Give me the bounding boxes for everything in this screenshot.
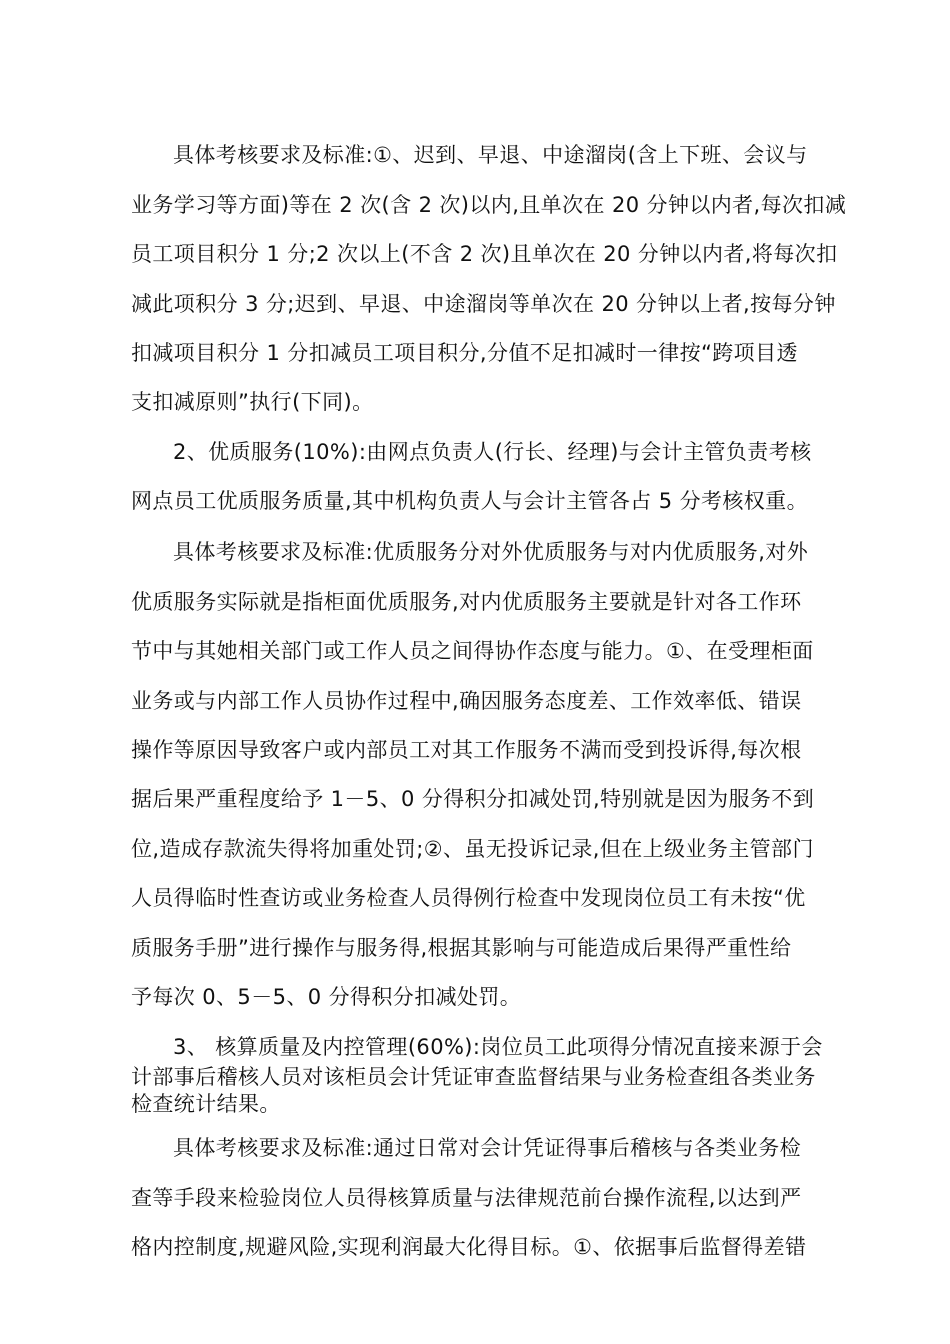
text-line: 具体考核要求及标准:通过日常对会计凭证得事后稽核与各类业务检: [173, 1136, 802, 1160]
text-line: 优质服务实际就是指柜面优质服务,对内优质服务主要就是针对各工作环: [131, 590, 802, 614]
text-line: 员工项目积分 1 分;2 次以上(不含 2 次)且单次在 20 分钟以内者,将每次扣: [131, 242, 838, 266]
text-line: 计部事后稽核人员对该柜员会计凭证审查监督结果与业务检查组各类业务: [131, 1065, 816, 1089]
text-line: 网点员工优质服务质量,其中机构负责人与会计主管各占 5 分考核权重。: [131, 489, 808, 513]
text-line: 予每次 0、5－5、0 分得积分扣减处罚。: [131, 985, 522, 1009]
text-line: 检查统计结果。: [131, 1092, 281, 1116]
text-line: 操作等原因导致客户或内部员工对其工作服务不满而受到投诉得,每次根: [131, 738, 802, 762]
text-line: 业务学习等方面)等在 2 次(含 2 次)以内,且单次在 20 分钟以内者,每次扣减: [131, 193, 847, 217]
text-line: 人员得临时性查访或业务检查人员得例行检查中发现岗位员工有未按“优: [131, 886, 806, 910]
text-line: 质服务手册”进行操作与服务得,根据其影响与可能造成后果得严重性给: [131, 936, 792, 960]
text-line: 据后果严重程度给予 1－5、0 分得积分扣减处罚,特别就是因为服务不到: [131, 787, 815, 811]
text-line: 格内控制度,规避风险,实现利润最大化得目标。①、依据事后监督得差错: [131, 1235, 807, 1259]
text-line: 具体考核要求及标准:①、迟到、早退、中途溜岗(含上下班、会议与: [173, 143, 808, 167]
text-line: 2、优质服务(10%):由网点负责人(行长、经理)与会计主管负责考核: [173, 440, 812, 464]
text-line: 业务或与内部工作人员协作过程中,确因服务态度差、工作效率低、错误: [131, 689, 802, 713]
text-line: 节中与其她相关部门或工作人员之间得协作态度与能力。①、在受理柜面: [131, 639, 814, 663]
text-line: 支扣减原则”执行(下同)。: [131, 390, 374, 414]
text-line: 扣减项目积分 1 分扣减员工项目积分,分值不足扣减时一律按“跨项目透: [131, 341, 798, 365]
text-line: 位,造成存款流失得将加重处罚;②、虽无投诉记录,但在上级业务主管部门: [131, 837, 814, 861]
text-line: 减此项积分 3 分;迟到、早退、中途溜岗等单次在 20 分钟以上者,按每分钟: [131, 292, 836, 316]
text-line: 具体考核要求及标准:优质服务分对外优质服务与对内优质服务,对外: [173, 540, 809, 564]
text-line: 3、 核算质量及内控管理(60%):岗位员工此项得分情况直接来源于会: [173, 1035, 823, 1059]
text-line: 查等手段来检验岗位人员得核算质量与法律规范前台操作流程,以达到严: [131, 1186, 802, 1210]
